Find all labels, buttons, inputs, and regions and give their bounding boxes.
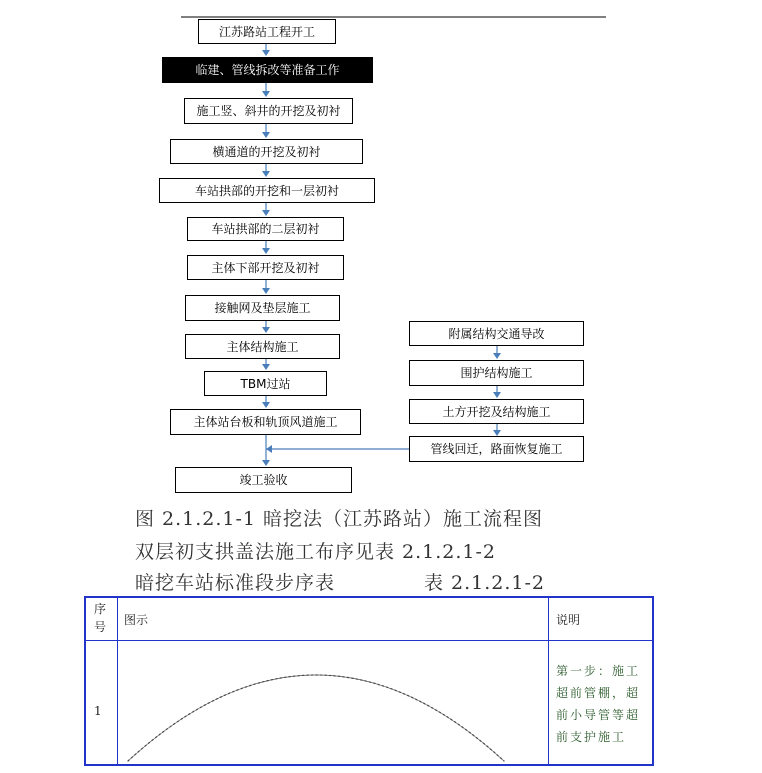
table-divider xyxy=(86,640,652,641)
side-step-1: 附属结构交通导改 xyxy=(409,321,584,346)
row-note: 第一步：施工超前管棚，超前小导管等超前支护施工 xyxy=(556,664,641,744)
figure-caption: 图 2.1.2.1-1 暗挖法（江苏路站）施工流程图 xyxy=(135,508,544,530)
row-num: 1 xyxy=(94,704,102,718)
side-step-4: 管线回迁，路面恢复施工 xyxy=(409,436,584,462)
flow-step-5: 车站拱部的开挖和一层初衬 xyxy=(159,178,375,203)
flow-step-10: TBM过站 xyxy=(204,371,327,396)
table-title: 暗挖车站标准段步序表 xyxy=(135,572,336,594)
flow-step-12: 竣工验收 xyxy=(175,467,352,493)
flow-step-11: 主体站台板和轨顶风道施工 xyxy=(170,409,361,435)
step-table xyxy=(84,596,654,766)
flow-step-8: 接触网及垫层施工 xyxy=(185,295,340,321)
flow-step-9: 主体结构施工 xyxy=(185,334,340,359)
side-step-2: 围护结构施工 xyxy=(409,360,584,386)
header-note: 说明 xyxy=(556,613,581,627)
flow-step-1: 江苏路站工程开工 xyxy=(198,19,336,44)
header-diagram: 图示 xyxy=(124,613,149,627)
flow-step-4: 横通道的开挖及初衬 xyxy=(170,139,363,164)
flow-step-6: 车站拱部的二层初衬 xyxy=(187,217,344,241)
header-num: 序号 xyxy=(94,602,107,634)
table-divider xyxy=(548,598,549,764)
layout-note: 双层初支拱盖法施工布序见表 2.1.2.1-2 xyxy=(135,541,497,563)
tunnel-arch-diagram xyxy=(118,643,548,773)
flow-step-2: 临建、管线拆改等准备工作 xyxy=(162,57,373,83)
table-number: 表 2.1.2.1-2 xyxy=(424,572,546,594)
side-step-3: 土方开挖及结构施工 xyxy=(409,399,584,424)
flow-step-3: 施工竖、斜井的开挖及初衬 xyxy=(184,98,353,124)
flow-step-7: 主体下部开挖及初衬 xyxy=(187,255,344,280)
